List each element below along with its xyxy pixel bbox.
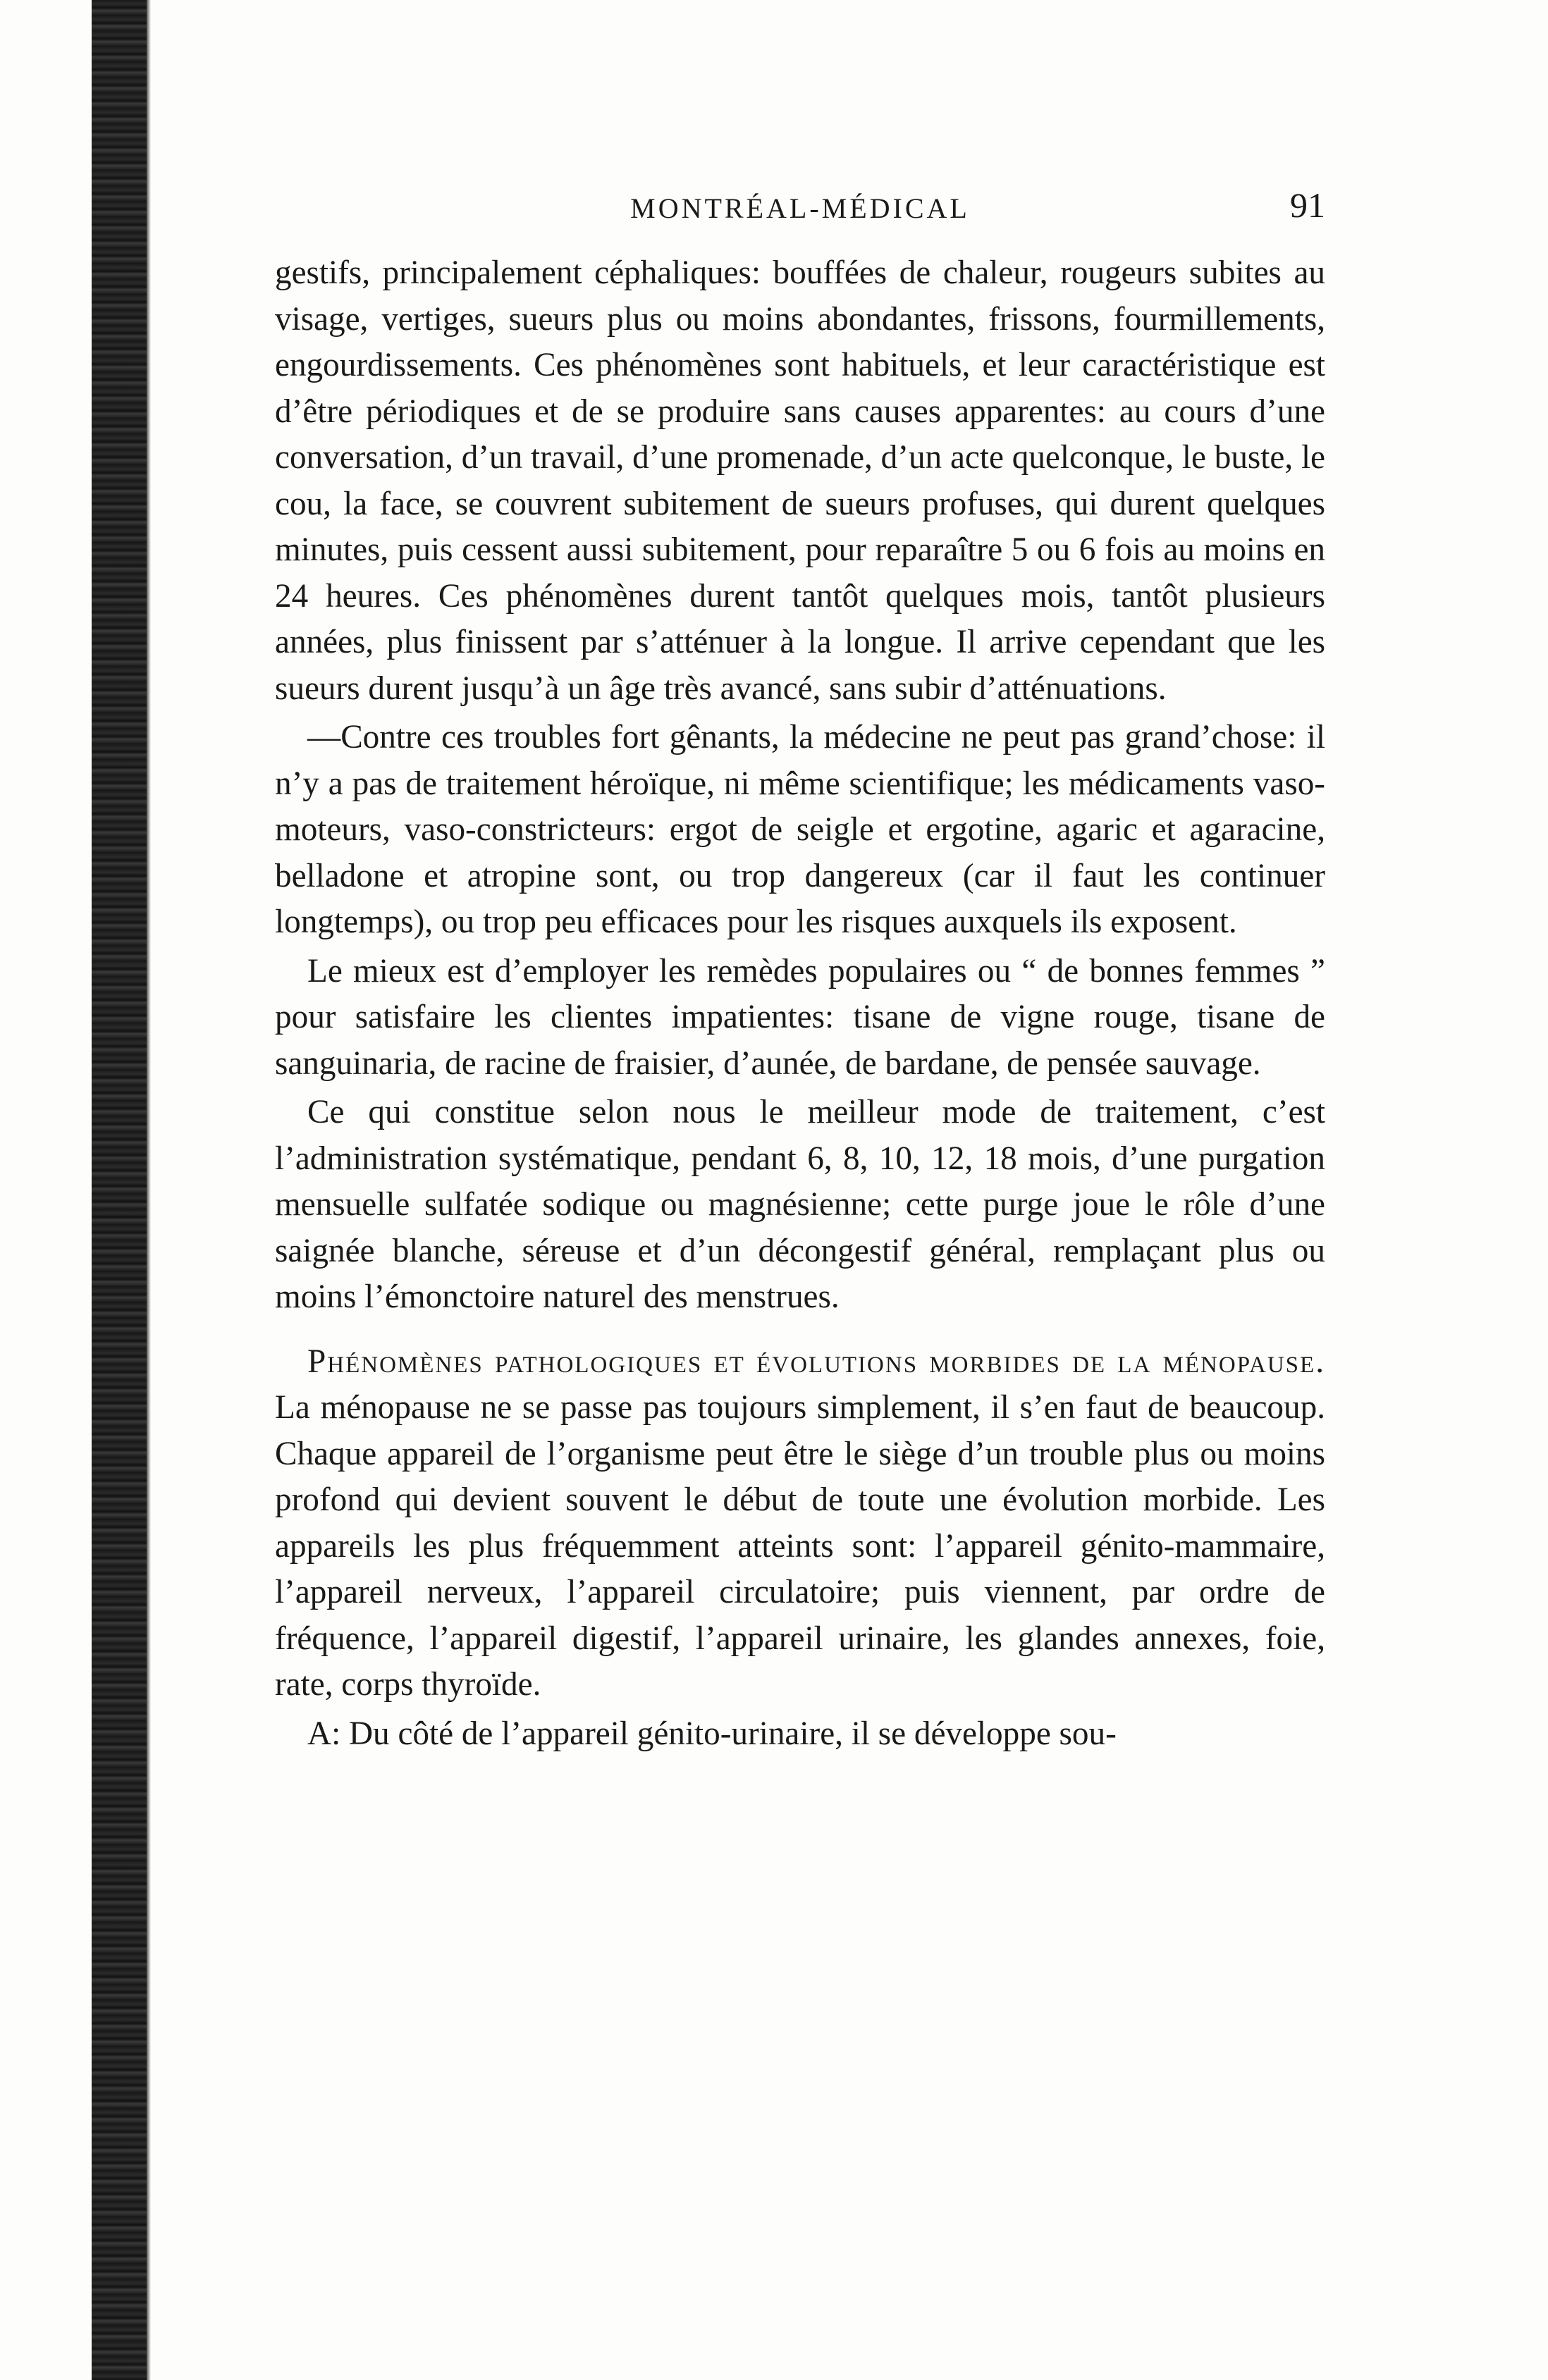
section-heading: Phénomènes pathologiques et évolutions morbides de la ménopause.	[307, 1343, 1325, 1380]
scan-binding-shadow	[147, 0, 151, 2380]
paragraph-hot-flashes: gestifs, principalement céphaliques: bouffées de chaleur, rougeurs subites au visage, vertiges, sueurs plus ou moins abondantes, frissons, fourmillements, engourdissements. Ces phénomènes sont habituels, et leur caractéristique est d’être périodiques et de se produire sans causes apparentes: au cours d’une conversation, d’un travail, d’une promenade, d’un acte quelconque, le buste, le cou, la face, se couvrent subitement de sueurs profuses, qui durent quelques minutes, puis cessent aussi subitement, pour reparaître 5 ou 6 fois au moins en 24 heures. Ces phénomènes durent tantôt quelques mois, tantôt plusieurs années, plus finissent par s’atténuer à la longue. Il arrive cependant que les sueurs durent jusqu’à un âge très avancé, sans subir d’atténuations.	[275, 254, 1325, 707]
page-number: 91	[1290, 185, 1325, 225]
page-header	[275, 185, 1325, 234]
section-text: La ménopause ne se passe pas toujours simplement, il s’en faut de beaucoup. Chaque appareil de l’organisme peut être le siège d’un trouble plus ou moins profond qui devient souvent le début de toute une évolution morbide. Les appareils les plus fréquemment atteints sont: l’appareil génito-mammaire, l’appareil nerveux, l’appareil circulatoire; puis viennent, par ordre de fréquence, l’appareil digestif, l’appareil urinaire, les glandes annexes, foie, rate, corps thyroïde.	[275, 1389, 1325, 1703]
running-title: MONTRÉAL-MÉDICAL	[630, 192, 970, 224]
scan-binding-strip	[92, 0, 147, 2380]
paragraph-best-treatment: Ce qui constitue selon nous le meilleur mode de traitement, c’est l’administration systématique, pendant 6, 8, 10, 12, 18 mois, d’une purgation mensuelle sulfatée sodique ou magnésienne; cette purge joue le rôle d’une saignée blanche, séreuse et d’un décongestif général, remplaçant plus ou moins l’émonctoire naturel des menstrues.	[275, 1094, 1325, 1315]
section-pathological-phenomena	[275, 1339, 1325, 1708]
paragraph-treatment-limits: —Contre ces troubles fort gênants, la médecine ne peut pas grand’chose: il n’y a pas de traitement héroïque, ni même scientifique; les médicaments vaso-moteurs, vaso-constricteurs: ergot de seigle et ergotine, agaric et agaracine, belladone et atropine sont, ou trop dangereux (car il faut les continuer longtemps), ou trop peu efficaces pour les risques auxquels ils exposent.	[275, 719, 1325, 940]
page-body	[275, 250, 1325, 1760]
paragraph-genito-urinary: A: Du côté de l’appareil génito-urinaire, il se développe sou-	[307, 1715, 1117, 1752]
paragraph-popular-remedies: Le mieux est d’employer les remèdes populaires ou “ de bonnes femmes ” pour satisfaire les clientes impatientes: tisane de vigne rouge, tisane de sanguinaria, de racine de fraisier, d’aunée, de bardane, de pensée sauvage.	[275, 952, 1325, 1082]
